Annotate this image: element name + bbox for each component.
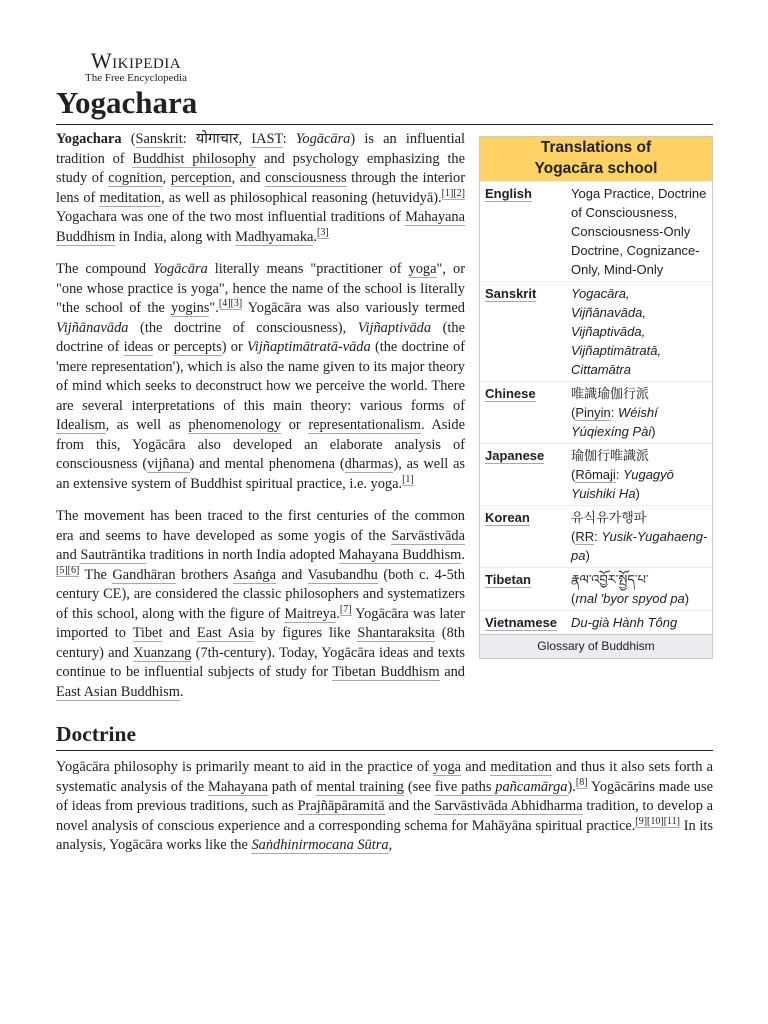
vasubandhu-link[interactable]: Vasubandhu [307, 566, 378, 583]
vijnana-link[interactable]: vijñana [147, 456, 190, 472]
mahayana-buddhism-link[interactable]: Mahayana Buddhism [56, 209, 465, 245]
tibet-link[interactable]: Tibet [132, 625, 163, 641]
citation-link[interactable]: [2] [453, 187, 465, 199]
etymology-paragraph: The compound Yogācāra literally means "practitioner of yoga", or "one whose practice is yoga", hence the name of the school is literally "the school of the yogins".[4][3] Yogācāra was also variously termed Vijñānavāda (the doctrine of consciousness), Vijñaptivāda (the doctrine of ideas or percepts) or Vijñaptimātratā-vāda (the doctrine of 'mere representation'), which is also the name given to its major theory of mind which seeks to deconstruct how we perceive the world. There are several interpretations of this main theory: various forms of Idealism, as well as phenomenology or representationalism. Aside from this, Yogācāra also developed an elaborate analysis of consciousness (vijñana) and mental phenomena (dharmas), as well as an extensive system of Buddhist spiritual practice, i.e. yoga.[1] [56, 261, 465, 492]
xuanzang-link[interactable]: Xuanzang [133, 644, 192, 661]
dharmas-link[interactable]: dharmas [344, 456, 394, 472]
infobox-row-sanskrit: Sanskrit Yogacāra, Vijñānavāda, Vijñaptivāda, Vijñaptimātratā, Cittamātra [480, 281, 712, 381]
infobox-row-tibetan: Tibetan རྣལ་འབྱོར་སྤྱོད་པ་ (rnal 'byor spyod pa) [480, 567, 712, 610]
logo-wordmark: Wikipedia [90, 48, 182, 73]
cognition-link[interactable]: cognition [108, 170, 163, 186]
romaji-link[interactable]: Rōmaji [575, 467, 616, 482]
asanga-link[interactable]: Asaṅga [232, 566, 277, 583]
citation-link[interactable]: [3] [230, 298, 243, 310]
percepts-link[interactable]: percepts [173, 339, 222, 355]
infobox-row-vietnamese: Vietnamese Du-già Hành Tông [480, 610, 712, 634]
ideas-link[interactable]: ideas [123, 339, 154, 355]
citation-link[interactable]: [8] [575, 776, 588, 788]
citation-link[interactable]: [10] [647, 815, 664, 827]
logo-tagline: The Free Encyclopedia [84, 72, 187, 84]
maitreya-link[interactable]: Maitreya [284, 605, 337, 622]
east-asia-link[interactable]: East Asia [196, 625, 255, 641]
citation-link[interactable]: [1] [441, 187, 454, 199]
mahayana-buddhism-link[interactable]: Mahayana Buddhism [338, 547, 462, 563]
infobox-title: Translations of Yogacāra school [480, 137, 712, 181]
translations-infobox [479, 136, 713, 659]
section-heading-doctrine: Doctrine [56, 720, 713, 751]
citation-link[interactable]: [3] [317, 226, 329, 238]
idealism-link[interactable]: Idealism [56, 417, 106, 433]
sandhinirmocana-sutra-link[interactable]: Saṅdhinirmocana Sūtra [251, 837, 389, 853]
citation-link[interactable]: [5] [56, 564, 68, 576]
yoga-link[interactable]: yoga [408, 261, 437, 277]
infobox-row-english: English Yoga Practice, Doctrine of Consciousness, Consciousness-Only Doctrine, Cognizance-Only, Mind-Only [480, 181, 712, 281]
east-asian-buddhism-link[interactable]: East Asian Buddhism [56, 683, 180, 700]
glossary-link[interactable]: Glossary of Buddhism [480, 634, 712, 658]
gandharan-link[interactable]: Gandhāran [112, 566, 176, 583]
citation-link[interactable]: [6] [67, 564, 80, 576]
prajnaparamita-link[interactable]: Prajñāpāramitā [297, 798, 385, 814]
madhyamaka-link[interactable]: Madhyamaka [235, 228, 314, 245]
doctrine-paragraph: Yogācāra philosophy is primarily meant to aid in the practice of yoga and meditation and thus it also sets forth a systematic analysis of the Mahayana path of mental training (see five paths pañcamārga).[8] Yogācārins made use of ideas from previous traditions, such as Prajñāpāramitā and the Sarvāstivāda Abhidharma tradition, to develop a novel analysis of conscious experience and a corresponding schema for Mahāyāna spiritual practice.[9][10][11] In its analysis, Yogācāra works like the Saṅdhinirmocana Sūtra, [56, 759, 714, 853]
page-title: Yogachara [56, 84, 713, 125]
yogins-link[interactable]: yogins [171, 300, 210, 316]
tibetan-buddhism-link[interactable]: Tibetan Buddhism [332, 664, 440, 680]
perception-link[interactable]: perception [170, 170, 232, 186]
meditation-link[interactable]: meditation [490, 759, 552, 775]
infobox-row-japanese: Japanese 瑜伽行唯識派 (Rōmaji: Yugagyō Yuishiki Ha) [480, 443, 712, 505]
intro-paragraph: Yogachara (Sanskrit: योगाचार, IAST: Yogācāra) is an influential tradition of Buddhist philosophy and psychology emphasizing the study of cognition, perception, and consciousness through the interior lens of meditation, as well as philosophical reasoning (hetuvidyā).[1][2] Yogachara was one of the two most influential traditions of Mahayana Buddhism in India, along with Madhyamaka.[3] [56, 131, 466, 245]
shantaraksita-link[interactable]: Shantaraksita [357, 625, 435, 641]
sarvastivada-abhidharma-link[interactable]: Sarvāstivāda Abhidharma [434, 798, 583, 814]
yoga-link[interactable]: yoga [433, 759, 462, 775]
infobox-row-korean: Korean 유식유가행파 (RR: Yusik-Yugahaeng-pa) [480, 505, 712, 567]
mental-training-link[interactable]: mental training [316, 778, 405, 795]
wikipedia-logo[interactable] [76, 50, 196, 85]
consciousness-link[interactable]: consciousness [265, 170, 347, 186]
citation-link[interactable]: [1] [402, 473, 414, 485]
phenomenology-link[interactable]: phenomenology [188, 417, 282, 433]
five-paths-link[interactable]: five paths pañcamārga [434, 778, 568, 795]
rr-link[interactable]: RR [575, 529, 595, 544]
sautrantika-link[interactable]: Sautrāntika [80, 547, 146, 563]
citation-link[interactable]: [9] [635, 815, 648, 827]
sarvastivada-link[interactable]: Sarvāstivāda [391, 527, 465, 544]
sanskrit-link[interactable]: Sanskrit [135, 131, 183, 147]
citation-link[interactable]: [11] [663, 815, 681, 827]
infobox-row-chinese: Chinese 唯識瑜伽行派 (Pinyin: Wéishí Yúqiexíng Pài) [480, 381, 712, 443]
representationalism-link[interactable]: representationalism [308, 417, 421, 433]
history-paragraph: The movement has been traced to the first centuries of the common era and seems to have developed as some yogis of the Sarvāstivāda and Sautrāntika traditions in north India adopted Mahayana Buddhism.[5][6] The Gandhāran brothers Asaṅga and Vasubandhu (both c. 4-5th century CE), are considered the classic philosophers and systematizers of this school, along with the figure of Maitreya.[7] Yogācāra was later imported to Tibet and East Asia by figures like Shantaraksita (8th century) and Xuanzang (7th-century). Today, Yogācāra ideas and texts continue to be influential subjects of study for Tibetan Buddhism and East Asian Buddhism. [56, 508, 466, 700]
iast-link[interactable]: IAST [251, 131, 283, 147]
buddhist-philosophy-link[interactable]: Buddhist philosophy [132, 150, 257, 167]
citation-link[interactable]: [4] [218, 298, 231, 310]
pinyin-link[interactable]: Pinyin [575, 405, 611, 420]
citation-link[interactable]: [7] [339, 603, 352, 615]
article-body [56, 130, 713, 869]
mahayana-link[interactable]: Mahayana [208, 778, 268, 795]
meditation-link[interactable]: meditation [99, 189, 162, 206]
